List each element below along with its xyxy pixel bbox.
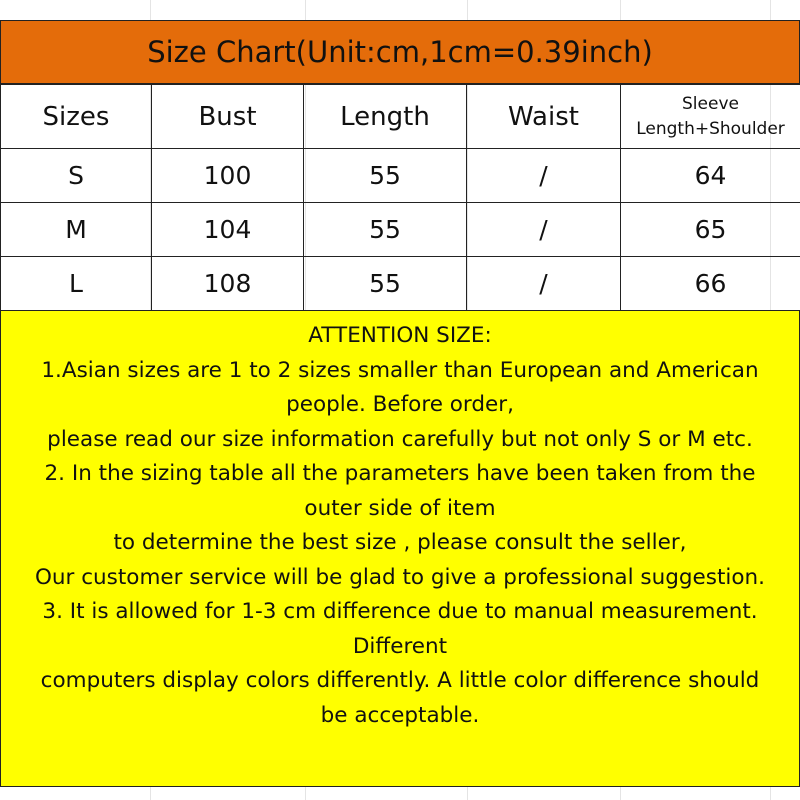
cell-sleeve: 66	[621, 257, 800, 311]
notice-line: Different	[352, 633, 448, 659]
header-sizes: Sizes	[1, 85, 152, 149]
cell-waist: /	[467, 149, 621, 203]
cell-length: 55	[304, 149, 467, 203]
table-row	[1, 257, 800, 311]
header-row	[1, 85, 800, 149]
cell-bust: 108	[152, 257, 304, 311]
header-sleeve-line1: Sleeve	[682, 93, 739, 114]
notice-line: 3. It is allowed for 1-3 cm difference due to manual measurement.	[42, 599, 758, 624]
cell-length: 55	[304, 203, 467, 257]
notice-line: to determine the best size , please consult the seller,	[113, 530, 687, 555]
cell-waist: /	[467, 203, 621, 257]
cell-bust: 100	[152, 149, 304, 203]
header-sleeve-line2: Length+Shoulder	[636, 118, 785, 139]
table-row	[1, 149, 800, 203]
cell-size: L	[1, 257, 152, 311]
attention-notice	[0, 311, 800, 787]
notice-line: 1.Asian sizes are 1 to 2 sizes smaller than European and American	[41, 357, 759, 383]
header-length: Length	[304, 85, 467, 149]
table-row	[1, 203, 800, 257]
cell-length: 55	[304, 257, 467, 311]
cell-sleeve: 64	[621, 149, 800, 203]
header-sleeve-length-shoulder	[621, 85, 800, 149]
header-bust: Bust	[152, 85, 304, 149]
notice-line: Our customer service will be glad to give a professional suggestion.	[35, 564, 765, 590]
notice-line: please read our size information carefully but not only S or M etc.	[47, 426, 753, 452]
size-chart	[0, 20, 800, 787]
notice-line: people. Before order,	[286, 392, 514, 417]
attention-heading: ATTENTION SIZE:	[308, 323, 492, 348]
notice-line: outer side of item	[304, 495, 496, 521]
size-table	[0, 84, 800, 311]
header-waist: Waist	[467, 85, 621, 149]
notice-line: be acceptable.	[320, 702, 480, 728]
cell-sleeve: 65	[621, 203, 800, 257]
cell-size: S	[1, 149, 152, 203]
cell-bust: 104	[152, 203, 304, 257]
notice-line: 2. In the sizing table all the parameters have been taken from the	[44, 461, 756, 486]
cell-waist: /	[467, 257, 621, 311]
cell-size: M	[1, 203, 152, 257]
notice-line: computers display colors differently. A little color difference should	[40, 668, 760, 693]
chart-title: Size Chart(Unit:cm,1cm=0.39inch)	[0, 20, 800, 84]
